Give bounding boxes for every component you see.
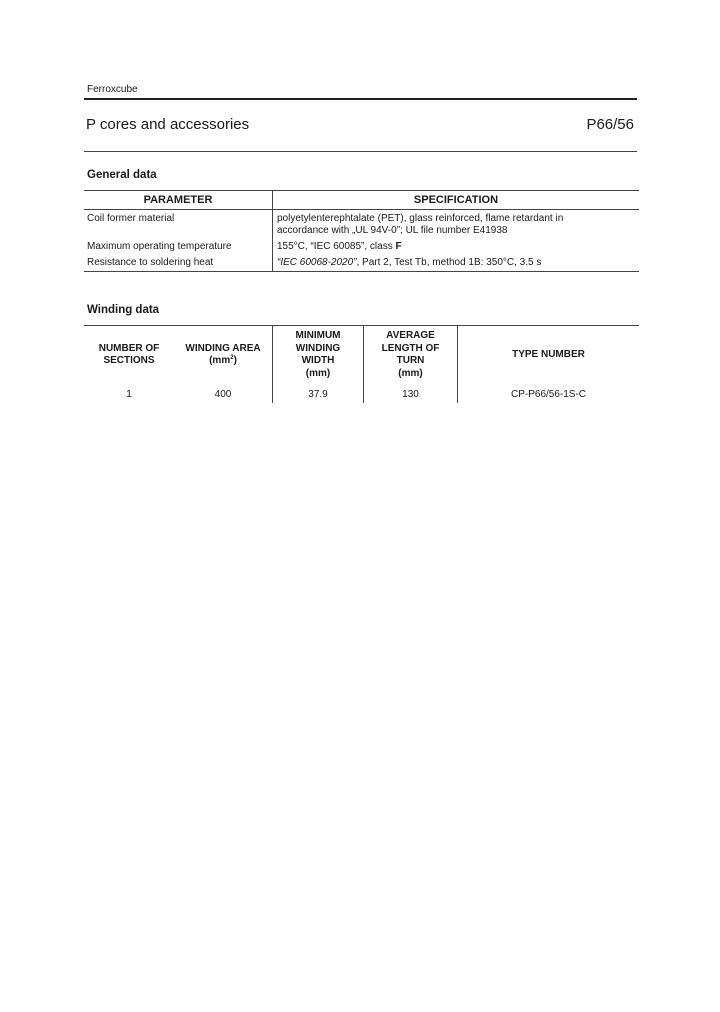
table-row <box>84 384 639 403</box>
col-type-number: TYPE NUMBER <box>458 326 640 385</box>
spec-line: accordance with „UL 94V-0”; UL file number E41938 <box>277 225 508 236</box>
page-title: P cores and accessories <box>86 116 250 133</box>
col-winding-area: WINDING AREA $(mm^2)$ <box>174 326 273 385</box>
winding-data-table <box>84 325 639 403</box>
spec-class: F <box>395 241 402 252</box>
general-data-heading: General data <box>87 169 157 181</box>
company-name: Ferroxcube <box>87 84 138 95</box>
spec-text: 155°C, “IEC 60085”, class <box>277 241 396 252</box>
table-header-row <box>84 326 639 385</box>
param-cell: Maximum operating temperature <box>84 240 273 256</box>
spec-cell <box>273 256 640 272</box>
param-cell: Coil former material <box>84 210 273 241</box>
table-row <box>84 240 639 256</box>
spec-standard: “IEC 60068-2020” <box>277 257 357 268</box>
spec-line: polyetylenterephtalate (PET), glass reinforced, flame retardant in <box>277 213 564 224</box>
spec-text: , Part 2, Test Tb, method 1B: 350°C, 3.5 s <box>356 257 542 268</box>
spec-cell <box>273 240 640 256</box>
title-rule <box>84 151 637 152</box>
col-parameter: PARAMETER <box>84 191 273 210</box>
width-cell: 37.9 <box>273 384 364 403</box>
sections-cell: 1 <box>126 389 132 400</box>
winding-data-heading: Winding data <box>87 304 160 316</box>
header-rule <box>84 98 637 100</box>
table-header-row <box>84 191 639 210</box>
area-cell: 400 <box>174 384 273 403</box>
col-specification: SPECIFICATION <box>273 191 640 210</box>
col-sections: NUMBER OF SECTIONS <box>84 326 174 385</box>
part-number: P66/56 <box>586 116 634 133</box>
col-min-winding-width: MINIMUM WINDING WIDTH (mm) <box>273 326 364 385</box>
spec-cell <box>273 210 640 241</box>
length-cell: 130 <box>364 384 458 403</box>
table-row <box>84 210 639 241</box>
col-avg-length-of-turn: AVERAGE LENGTH OF TURN (mm) <box>364 326 458 385</box>
type-number-cell: CP-P66/56-1S-C <box>510 389 587 400</box>
general-data-table <box>84 190 639 272</box>
table-row <box>84 256 639 272</box>
param-cell: Resistance to soldering heat <box>84 256 273 272</box>
